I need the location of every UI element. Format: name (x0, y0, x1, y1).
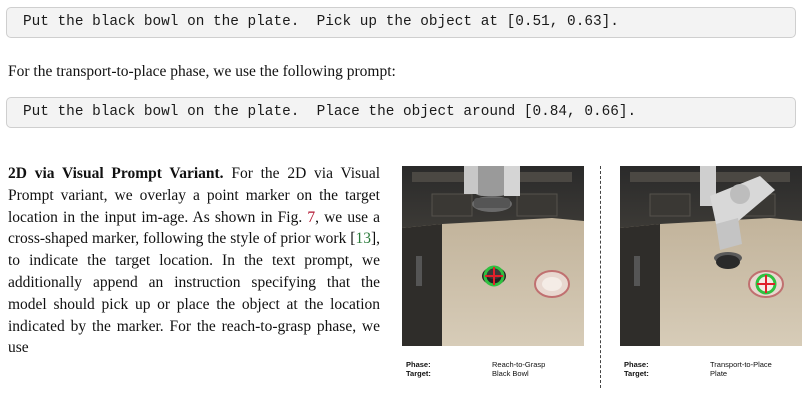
figure-reach-to-grasp (402, 166, 584, 378)
caption-target-label: Target: (406, 369, 431, 378)
body-paragraph (8, 163, 380, 359)
code-text: Put the black bowl on the plate. Place the object around [0.84, 0.66]. (23, 104, 637, 120)
figure-transport-to-place (620, 166, 802, 378)
paragraph-text: ], to indicate the target location. In the text prompt, we additionally append an instruction specifying that the model should pick up or place the object at the location indicated by the marker. For the reach-to-grasp phase, we use (8, 230, 380, 357)
caption-target-value: Plate (710, 369, 728, 378)
code-block-pick (6, 7, 796, 38)
robot-scene-image-grasp (402, 166, 584, 346)
paragraph-heading: 2D via Visual Prompt Variant. (8, 165, 224, 182)
caption-phase-value: Reach-to-Grasp (492, 360, 546, 369)
caption-phase-label: Phase: (624, 360, 649, 369)
caption-target-value: Black Bowl (492, 369, 529, 378)
figure-divider (600, 166, 601, 388)
code-text: Put the black bowl on the plate. Pick up the object at [0.51, 0.63]. (23, 14, 619, 30)
code-block-place (6, 97, 796, 128)
intro-sentence: For the transport-to-place phase, we use the following prompt: (8, 63, 396, 80)
caption-target-label: Target: (624, 369, 649, 378)
caption-phase-value: Transport-to-Place (710, 360, 772, 369)
citation-link[interactable]: 13 (355, 230, 371, 248)
caption-phase-label: Phase: (406, 360, 431, 369)
robot-scene-image-place (620, 166, 802, 346)
figure-reference-link[interactable]: 7 (307, 208, 316, 226)
paragraph-text: For the 2D via Visual Prompt variant, we overlay a point marker on the target location in the input im-age. As shown in Fig. (8, 165, 381, 226)
paragraph-text: , we use a cross-shaped marker, following the style of prior work [ (8, 208, 380, 248)
